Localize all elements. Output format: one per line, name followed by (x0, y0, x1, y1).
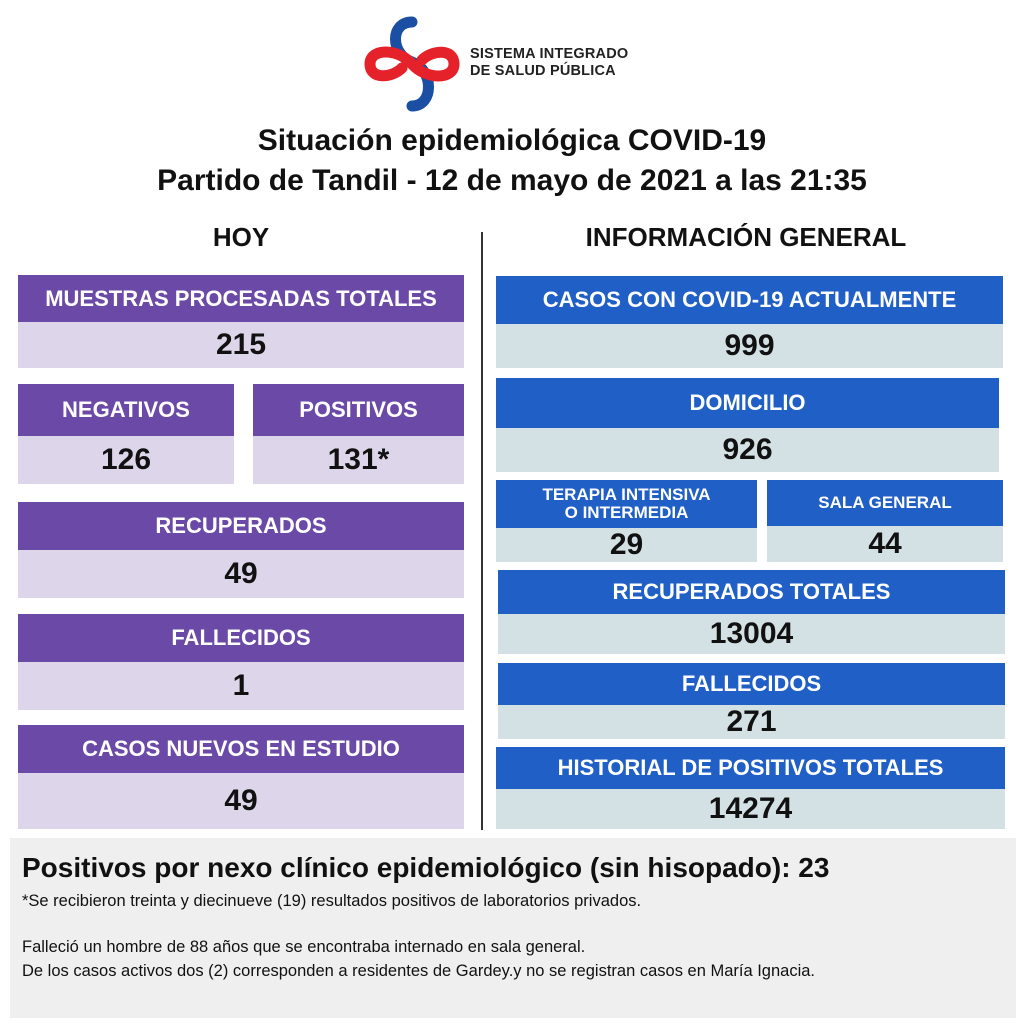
logo-line-2: DE SALUD PÚBLICA (470, 63, 616, 79)
casos-actuales-header: CASOS CON COVID-19 ACTUALMENTE (496, 276, 1003, 324)
negativos-value: 126 (18, 436, 234, 484)
muestras-value: 215 (18, 322, 464, 368)
logo-text (470, 46, 628, 80)
fallecidos-hoy-value: 1 (18, 662, 464, 710)
page-subtitle: Partido de Tandil - 12 de mayo de 2021 a las 21:35 (157, 164, 867, 197)
hoy-heading: HOY (212, 222, 270, 252)
historial-header: HISTORIAL DE POSITIVOS TOTALES (496, 747, 1005, 789)
muestras-header: MUESTRAS PROCESADAS TOTALES (18, 275, 464, 322)
recuperados-value: 49 (18, 550, 464, 598)
logo-line-1: SISTEMA INTEGRADO (470, 46, 629, 62)
footer-panel (10, 838, 1016, 1018)
domicilio-value: 926 (496, 428, 999, 472)
column-divider (481, 232, 483, 830)
fallecidos-hoy-header: FALLECIDOS (18, 614, 464, 662)
terapia-label-line-2: O INTERMEDIA (564, 503, 689, 522)
terapia-header (496, 480, 757, 528)
fallecidos-general-header: FALLECIDOS (498, 663, 1005, 705)
casos-nuevos-header: CASOS NUEVOS EN ESTUDIO (18, 725, 464, 773)
footer-line-2: De los casos activos dos (2) corresponden a residentes de Gardey.y no se registran casos en María Ignacia. (22, 962, 816, 980)
recuperados-totales-value: 13004 (498, 614, 1005, 654)
sala-general-header: SALA GENERAL (767, 480, 1003, 526)
page-title: Situación epidemiológica COVID-19 (257, 124, 767, 157)
negativos-header: NEGATIVOS (18, 384, 234, 436)
nexo-clinico-title: Positivos por nexo clínico epidemiológico (sin hisopado): 23 (22, 852, 830, 883)
terapia-value: 29 (496, 528, 757, 562)
footer-note: *Se recibieron treinta y diecinueve (19) resultados positivos de laboratorios privados. (22, 892, 642, 910)
informacion-general-heading: INFORMACIÓN GENERAL (585, 222, 907, 252)
casos-actuales-value: 999 (496, 324, 1003, 368)
terapia-label-line-1: TERAPIA INTENSIVA (542, 485, 711, 505)
casos-nuevos-value: 49 (18, 773, 464, 829)
fallecidos-general-value: 271 (498, 705, 1005, 739)
sistema-integrado-logo-icon (362, 14, 462, 114)
positivos-header: POSITIVOS (253, 384, 464, 436)
positivos-value: 131* (253, 436, 464, 484)
domicilio-header: DOMICILIO (496, 378, 999, 428)
footer-line-1: Falleció un hombre de 88 años que se encontraba internado en sala general. (22, 938, 586, 956)
historial-value: 14274 (496, 789, 1005, 829)
recuperados-header: RECUPERADOS (18, 502, 464, 550)
recuperados-totales-header: RECUPERADOS TOTALES (498, 570, 1005, 614)
sala-general-value: 44 (767, 526, 1003, 562)
